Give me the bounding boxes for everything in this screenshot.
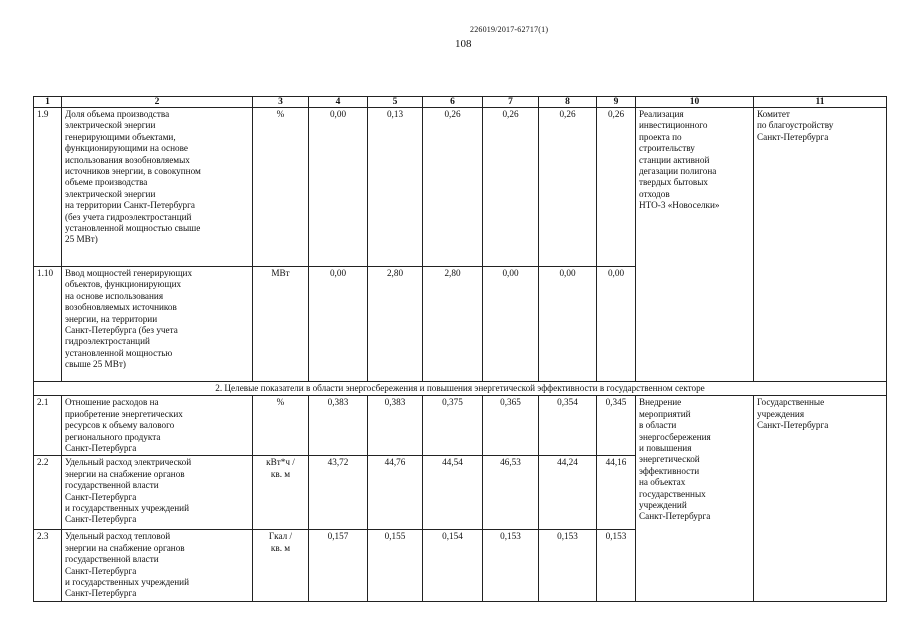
- value-cell: 0,00: [309, 108, 368, 267]
- column-header: 9: [597, 97, 636, 108]
- value-cell: 0,13: [368, 108, 423, 267]
- column-header: 11: [754, 97, 887, 108]
- value-cell: 0,154: [423, 530, 483, 602]
- unit: %: [253, 396, 309, 456]
- row-number: 2.2: [34, 456, 62, 530]
- value-cell: 0,26: [483, 108, 539, 267]
- column-header: 1: [34, 97, 62, 108]
- value-cell: 0,345: [597, 396, 636, 456]
- row-number: 2.1: [34, 396, 62, 456]
- column-header: 6: [423, 97, 483, 108]
- value-cell: 0,00: [309, 267, 368, 382]
- indicator-name: Отношение расходов на приобретение энергетических ресурсов к объему валового регионального продукта Санкт-Петербурга: [62, 396, 253, 456]
- value-cell: 0,365: [483, 396, 539, 456]
- column-header: 8: [539, 97, 597, 108]
- row-number: 2.3: [34, 530, 62, 602]
- measure-cell: Реализация инвестиционного проекта по строительству станции активной дегазации полигона твердых бытовых отходов НТО-3 «Новоселки»: [636, 108, 754, 382]
- section-title-row: [34, 382, 887, 396]
- page-number: 108: [455, 38, 472, 50]
- value-cell: 0,155: [368, 530, 423, 602]
- section-title: 2. Целевые показатели в области энергосбережения и повышения энергетической эффективности в государственном секторе: [34, 382, 887, 396]
- responsible-cell: Комитет по благоустройству Санкт-Петербурга: [754, 108, 887, 382]
- value-cell: 0,26: [539, 108, 597, 267]
- row-number: 1.9: [34, 108, 62, 267]
- value-cell: 44,24: [539, 456, 597, 530]
- value-cell: 44,16: [597, 456, 636, 530]
- indicators-table: [33, 96, 887, 602]
- unit: Гкал / кв. м: [253, 530, 309, 602]
- value-cell: 0,157: [309, 530, 368, 602]
- indicator-name: Доля объема производства электрической энергии генерирующими объектами, функционирующими на основе использования возобновляемых источников энергии, в совокупном объеме производства электрической энергии на территории Санкт-Петербурга (без учета гидроэлектростанций установленной мощностью свыше 25 МВт): [62, 108, 253, 267]
- value-cell: 0,153: [597, 530, 636, 602]
- unit: МВт: [253, 267, 309, 382]
- column-header: 5: [368, 97, 423, 108]
- column-header: 10: [636, 97, 754, 108]
- value-cell: 2,80: [423, 267, 483, 382]
- value-cell: 2,80: [368, 267, 423, 382]
- value-cell: 43,72: [309, 456, 368, 530]
- indicator-name: Удельный расход тепловой энергии на снабжение органов государственной власти Санкт-Петербурга и государственных учреждений Санкт-Петербурга: [62, 530, 253, 602]
- unit: %: [253, 108, 309, 267]
- column-header: 3: [253, 97, 309, 108]
- column-header: 4: [309, 97, 368, 108]
- measure-cell: Внедрение мероприятий в области энергосбережения и повышения энергетической эффективности на объектах государственных учреждений Санкт-Петербурга: [636, 396, 754, 602]
- table-row: [34, 108, 887, 267]
- indicator-name: Удельный расход электрической энергии на снабжение органов государственной власти Санкт-Петербурга и государственных учреждений Санкт-Петербурга: [62, 456, 253, 530]
- column-numbers-row: [34, 97, 887, 108]
- unit: кВт*ч / кв. м: [253, 456, 309, 530]
- value-cell: 0,375: [423, 396, 483, 456]
- value-cell: 44,76: [368, 456, 423, 530]
- column-header: 7: [483, 97, 539, 108]
- value-cell: 44,54: [423, 456, 483, 530]
- row-number: 1.10: [34, 267, 62, 382]
- responsible-cell: Государственные учреждения Санкт-Петербурга: [754, 396, 887, 602]
- table-row: [34, 396, 887, 456]
- value-cell: 0,354: [539, 396, 597, 456]
- value-cell: 0,00: [483, 267, 539, 382]
- value-cell: 0,26: [597, 108, 636, 267]
- value-cell: 0,153: [483, 530, 539, 602]
- indicator-name: Ввод мощностей генерирующих объектов, функционирующих на основе использования возобновляемых источников энергии, на территории Санкт-Петербурга (без учета гидроэлектростанций установленной мощностью свыше 25 МВт): [62, 267, 253, 382]
- value-cell: 0,00: [539, 267, 597, 382]
- value-cell: 46,53: [483, 456, 539, 530]
- column-header: 2: [62, 97, 253, 108]
- document-id: 226019/2017-62717(1): [470, 25, 549, 34]
- value-cell: 0,00: [597, 267, 636, 382]
- value-cell: 0,26: [423, 108, 483, 267]
- value-cell: 0,383: [368, 396, 423, 456]
- value-cell: 0,153: [539, 530, 597, 602]
- value-cell: 0,383: [309, 396, 368, 456]
